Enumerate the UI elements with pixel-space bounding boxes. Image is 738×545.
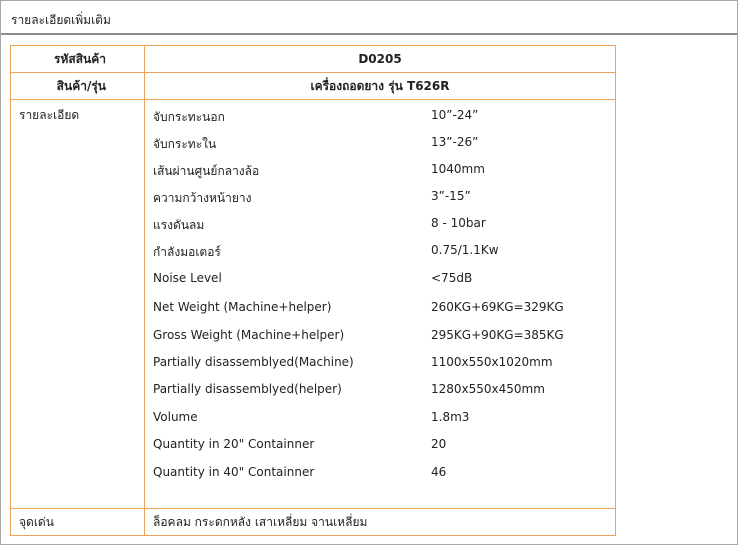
features-label: จุดเด่น [11, 509, 145, 536]
spec-key: Quantity in 40" Containner [153, 465, 315, 479]
spec-row [145, 216, 605, 234]
spec-key: Noise Level [153, 271, 222, 285]
section-header [1, 1, 737, 35]
section-title: รายละเอียดเพิ่มเติม [11, 13, 111, 27]
features-value: ล็อคลม กระดกหลัง เสาเหลี่ยม จานเหลี่ยม [145, 509, 616, 536]
product-table [10, 45, 616, 536]
model-label: สินค้า/รุ่น [11, 73, 145, 100]
spec-value: 10”-24” [431, 108, 479, 122]
spec-value: 0.75/1.1Kw [431, 243, 499, 257]
spec-value: 46 [431, 465, 447, 479]
spec-row [145, 328, 605, 346]
spec-row [145, 437, 605, 455]
spec-key: แรงดันลม [153, 218, 205, 232]
spec-row [145, 135, 605, 153]
spec-value: <75dB [431, 271, 473, 285]
details-cell [145, 100, 616, 509]
code-label: รหัสสินค้า [11, 46, 145, 73]
spec-row [145, 162, 605, 180]
spec-value: 8 - 10bar [431, 216, 486, 230]
spec-key: จับกระทะนอก [153, 110, 225, 124]
spec-key: Partially disassemblyed(Machine) [153, 355, 354, 369]
spec-key: Volume [153, 410, 198, 424]
spec-key: จับกระทะใน [153, 137, 217, 151]
spec-value: 1280x550x450mm [431, 382, 545, 396]
spec-key: ความกว้างหน้ายาง [153, 191, 252, 205]
spec-row [145, 465, 605, 483]
spec-value: 20 [431, 437, 447, 451]
spec-value: 1.8m3 [431, 410, 470, 424]
spec-key: กำลังมอเตอร์ [153, 245, 221, 259]
spec-key: Net Weight (Machine+helper) [153, 300, 332, 314]
spec-row [145, 108, 605, 126]
features-row [11, 509, 616, 536]
details-label: รายละเอียด [19, 108, 80, 122]
spec-row [145, 243, 605, 261]
details-row [11, 100, 616, 509]
spec-key: Gross Weight (Machine+helper) [153, 328, 345, 342]
model-row [11, 73, 616, 100]
spec-value: 13”-26” [431, 135, 479, 149]
spec-row [145, 300, 605, 318]
spec-key: Partially disassemblyed(helper) [153, 382, 342, 396]
model-value: เครื่องถอดยาง รุ่น T626R [145, 73, 616, 100]
details-label-cell [11, 100, 145, 509]
code-row [11, 46, 616, 73]
spec-row [145, 271, 605, 289]
spec-row [145, 189, 605, 207]
spec-list [145, 100, 615, 506]
spec-value: 1100x550x1020mm [431, 355, 553, 369]
spec-value: 1040mm [431, 162, 485, 176]
spec-key: Quantity in 20" Containner [153, 437, 315, 451]
spec-value: 3”-15” [431, 189, 471, 203]
spec-value: 260KG+69KG=329KG [431, 300, 564, 314]
spec-row [145, 382, 605, 400]
spec-key: เส้นผ่านศูนย์กลางล้อ [153, 164, 260, 178]
spec-row [145, 410, 605, 428]
spec-value: 295KG+90KG=385KG [431, 328, 564, 342]
code-value: D0205 [145, 46, 616, 73]
spec-row [145, 355, 605, 373]
